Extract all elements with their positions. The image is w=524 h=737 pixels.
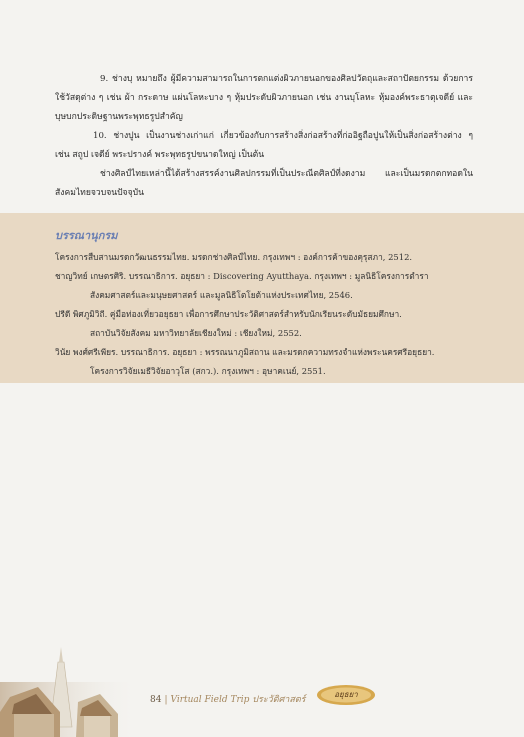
paragraph-9: 9. ช่างบุ หมายถึง ผู้มีความสามารถในการตกแต่งผิวภายนอกของศิลปวัตถุและสถาปัตยกรรม ด้วยการใช้วัสดุต่าง ๆ เช่น ผ้า กระดาษ แผ่นโลหะบาง ๆ หุ้มประดับผิวภายนอก เช่น งานบุโลหะ หุ้มองค์พระธาตุเจดีย์ และบุษบกประดิษฐานพระพุทธรูปสำคัญ — [55, 74, 473, 122]
series-title: Virtual Field Trip ประวัติศาสตร์ — [170, 695, 306, 705]
ayutthaya-badge — [316, 683, 376, 707]
bibliography-entry — [55, 343, 473, 381]
paragraph-10: 10. ช่างปูน เป็นงานช่างเก่าแก่ เกี่ยวข้องกับการสร้างสิ่งก่อสร้างที่ก่ออิฐถือปูนให้เป็นสิ่งก่อสร้างต่าง ๆ เช่น สถูป เจดีย์ พระปรางค์ พระพุทธรูปขนาดใหญ่ เป็นต้น — [55, 131, 473, 160]
body-text — [55, 70, 473, 203]
entry-continuation: สังคมศาสตร์และมนุษยศาสตร์ และมูลนิธิโตโยต้าแห่งประเทศไทย, 2546. — [90, 290, 353, 300]
entry-line: ปรีดี พิศภูมิวิถี. คู่มือท่องเที่ยวอยุธยา เพื่อการศึกษาประวัติศาสตร์สำหรับนักเรียนระดับมัธยมศึกษา. — [55, 309, 402, 319]
footer-separator: | — [164, 695, 168, 705]
badge-label: อยุธยา — [334, 690, 358, 699]
bibliography-entry — [55, 267, 473, 305]
bibliography-title: บรรณานุกรม — [55, 229, 118, 242]
entry-line: โครงการสืบสานมรดกวัฒนธรรมไทย. มรดกช่างศิลป์ไทย. กรุงเทพฯ : องค์การค้าของคุรุสภา, 2512. — [55, 252, 413, 262]
page-footer — [0, 642, 524, 737]
bibliography-entry — [55, 248, 473, 267]
bibliography-entry — [55, 305, 473, 343]
paragraph-closing: ช่างศิลป์ไทยเหล่านี้ได้สร้างสรรค์งานศิลปกรรมที่เป็นประณีตศิลป์ที่งดงาม และเป็นมรดกตกทอดในสังคมไทยจวบจนปัจจุบัน — [55, 169, 473, 198]
entry-line: ชาญวิทย์ เกษตรศิริ. บรรณาธิการ. อยุธยา : Discovering Ayutthaya. กรุงเทพฯ : มูลนิธิโครงการตำรา — [55, 271, 429, 281]
entry-line: วินัย พงศ์ศรีเพียร. บรรณาธิการ. อยุธยา : พรรณนาภูมิสถาน และมรดกความทรงจำแห่งพระนครศรีอยุธยา. — [55, 347, 435, 357]
entry-continuation: โครงการวิจัยเมธีวิจัยอาวุโส (สกว.). กรุงเทพฯ : อุษาคเนย์, 2551. — [90, 366, 326, 376]
bibliography-list — [55, 248, 473, 381]
footer-caption — [150, 692, 306, 706]
entry-continuation: สถาบันวิจัยสังคม มหาวิทยาลัยเชียงใหม่ : เชียงใหม่, 2552. — [90, 328, 302, 338]
page-number: 84 — [150, 695, 162, 705]
temple-illustration — [0, 642, 140, 737]
